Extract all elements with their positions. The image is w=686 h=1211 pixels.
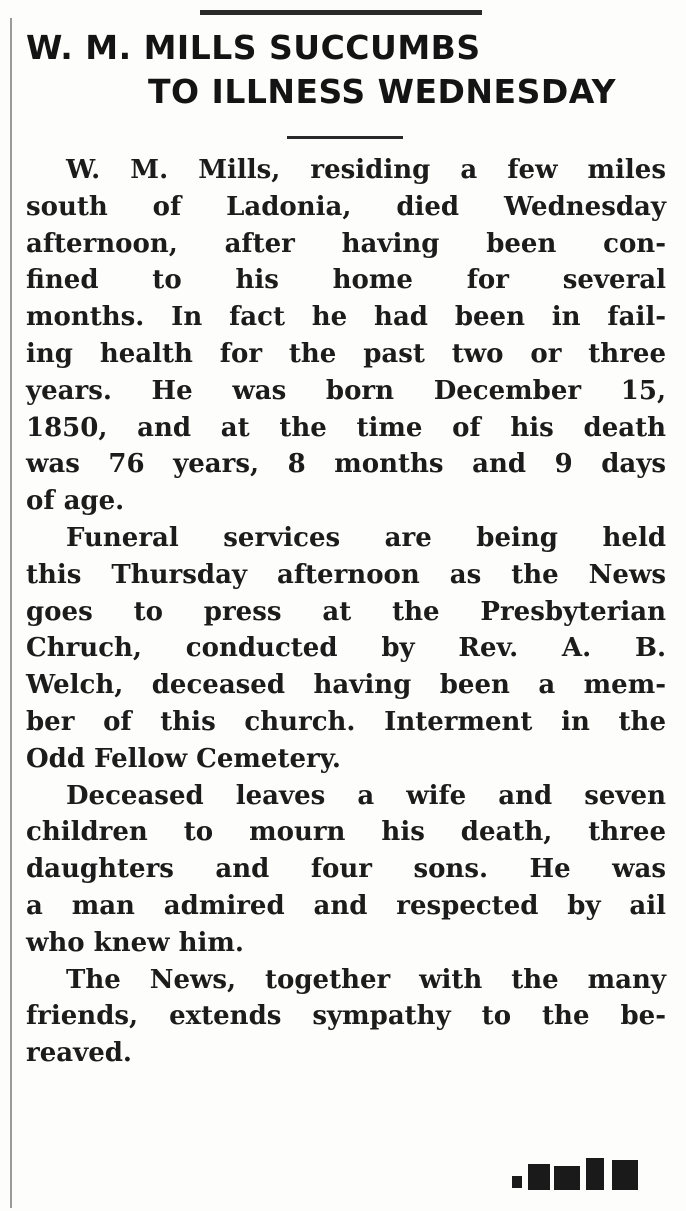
- text-line: fined to his home for several: [26, 265, 666, 296]
- headline-divider: [287, 136, 403, 139]
- text-line: children to mourn his death, three: [26, 817, 666, 848]
- text-line: reaved.: [26, 1038, 132, 1069]
- text-line: of age.: [26, 486, 125, 517]
- text-line: The News, together with the many: [66, 964, 666, 995]
- paragraph-funeral: [26, 520, 666, 778]
- text-line: ing health for the past two or three: [26, 338, 666, 369]
- text-line: afternoon, after having been con-: [26, 228, 666, 259]
- text-line: 1850, and at the time of his death: [26, 412, 666, 443]
- headline-line-1: W. M. MILLS SUCCUMBS: [26, 28, 481, 67]
- ink-smudge-mark: [508, 1154, 658, 1192]
- text-line: Chruch, conducted by Rev. A. B.: [26, 633, 666, 664]
- headline-line-2: TO ILLNESS WEDNESDAY: [148, 72, 617, 111]
- text-line: friends, extends sympathy to the be-: [26, 1001, 666, 1032]
- top-divider: [200, 10, 482, 15]
- text-line: Odd Fellow Cemetery.: [26, 743, 341, 774]
- text-line: goes to press at the Presbyterian: [26, 596, 666, 627]
- paragraph-sympathy: [26, 962, 666, 1072]
- text-line: ber of this church. Interment in the: [26, 706, 666, 737]
- text-line: W. M. Mills, residing a few miles: [66, 155, 666, 185]
- text-line: was 76 years, 8 months and 9 days: [26, 449, 666, 480]
- text-line: Funeral services are being held: [66, 522, 666, 553]
- article-body: [26, 152, 666, 1072]
- text-line: south of Ladonia, died Wednesday: [26, 191, 666, 222]
- text-line: this Thursday afternoon as the News: [26, 559, 666, 590]
- paragraph-obituary: [26, 152, 666, 520]
- text-line: Welch, deceased having been a mem-: [26, 670, 666, 701]
- text-line: daughters and four sons. He was: [26, 854, 666, 885]
- text-line: Deceased leaves a wife and seven: [66, 780, 666, 811]
- text-line: years. He was born December 15,: [26, 375, 666, 406]
- column-rule: [10, 18, 12, 1208]
- text-line: months. In fact he had been in fail-: [26, 302, 666, 333]
- text-line: a man admired and respected by ail: [26, 890, 666, 921]
- paragraph-survivors: [26, 778, 666, 962]
- text-line: who knew him.: [26, 927, 244, 958]
